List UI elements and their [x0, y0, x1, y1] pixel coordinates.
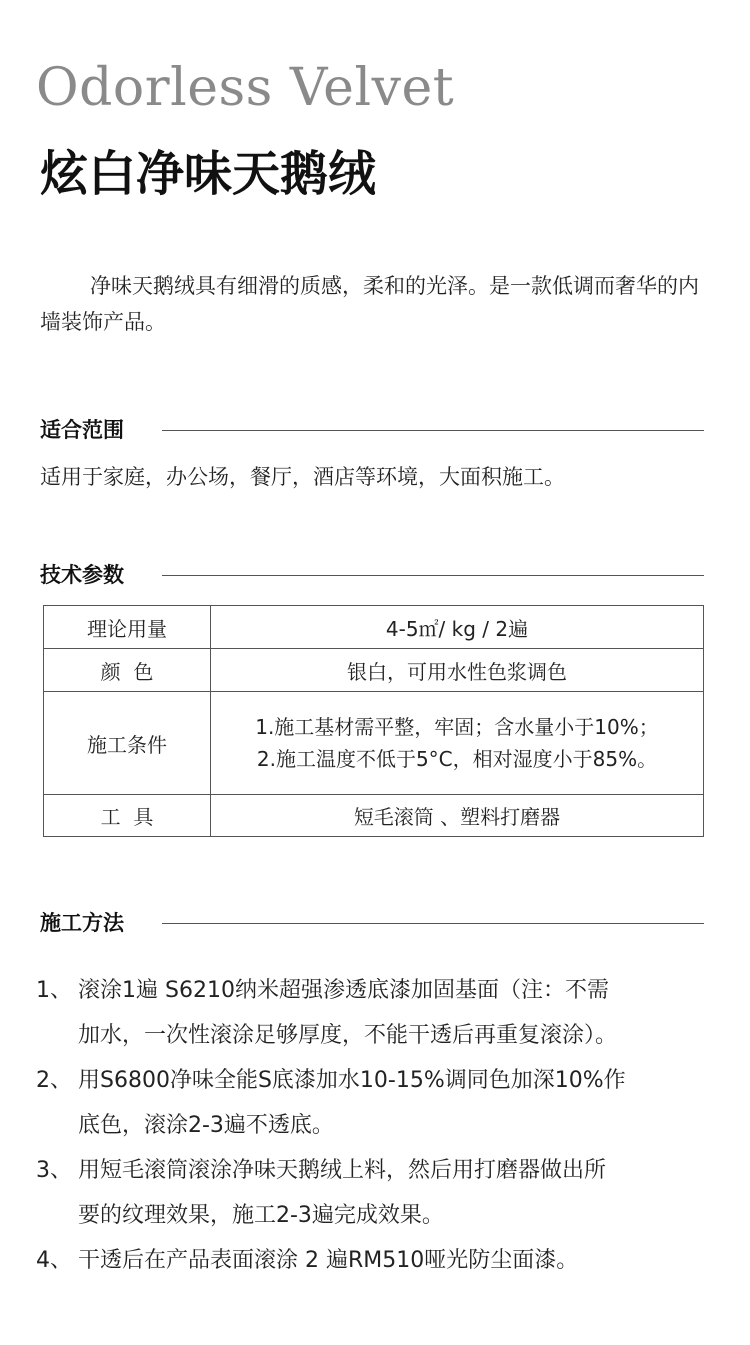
- list-item: [36, 1148, 736, 1238]
- step-text: 滚涂1遍 S6210纳米超强渗透底漆加固基面（注：不需: [78, 978, 609, 1003]
- specs-divider: [162, 575, 704, 576]
- spec-table: [43, 605, 704, 837]
- specs-section-header: [40, 560, 704, 590]
- scope-text: 适用于家庭，办公场，餐厅，酒店等环境，大面积施工。: [40, 465, 565, 489]
- condition-line: 2.施工温度不低于5°C，相对湿度小于85%。: [256, 747, 658, 771]
- spec-label: 颜 色: [44, 649, 211, 692]
- step-number: 4、: [36, 1248, 72, 1273]
- step-number: 3、: [36, 1158, 72, 1183]
- scope-divider: [162, 430, 704, 431]
- spec-label: 施工条件: [44, 692, 211, 795]
- scope-section-header: [40, 415, 704, 445]
- step-number: 2、: [36, 1068, 72, 1093]
- step-text: 干透后在产品表面滚涂 2 遍RM510哑光防尘面漆。: [78, 1248, 579, 1273]
- specs-heading: 技术参数: [40, 563, 124, 587]
- english-title: Odorless Velvet: [36, 58, 455, 118]
- method-heading: 施工方法: [40, 911, 124, 935]
- spec-label: 理论用量: [44, 606, 211, 649]
- table-row: [44, 692, 704, 795]
- list-item: [36, 1058, 736, 1148]
- method-section-header: [40, 908, 704, 938]
- condition-line: 1.施工基材需平整，牢固；含水量小于10%；: [255, 715, 659, 739]
- table-row: [44, 606, 704, 649]
- step-text: 底色，滚涂2-3遍不透底。: [78, 1113, 334, 1138]
- list-item: [36, 968, 736, 1058]
- method-divider: [162, 923, 704, 924]
- step-number: 1、: [36, 978, 72, 1003]
- spec-value: 4-5㎡/ kg / 2遍: [211, 606, 704, 649]
- chinese-title: 炫白净味天鹅绒: [40, 146, 377, 202]
- spec-value: 银白，可用水性色浆调色: [211, 649, 704, 692]
- table-row: [44, 649, 704, 692]
- step-text: 用S6800净味全能S底漆加水10-15%调同色加深10%作: [78, 1068, 626, 1093]
- spec-value: 短毛滚筒 、塑料打磨器: [211, 795, 704, 837]
- spec-value: [211, 692, 704, 795]
- list-item: [36, 1238, 736, 1283]
- table-row: [44, 795, 704, 837]
- intro-paragraph: 净味天鹅绒具有细滑的质感，柔和的光泽。是一款低调而奢华的内墙装饰产品。: [40, 274, 699, 334]
- scope-heading: 适合范围: [40, 418, 124, 442]
- step-text: 加水，一次性滚涂足够厚度，不能干透后再重复滚涂）。: [78, 1023, 618, 1048]
- step-text: 用短毛滚筒滚涂净味天鹅绒上料，然后用打磨器做出所: [78, 1158, 607, 1183]
- method-steps: [36, 968, 736, 1283]
- spec-label: 工 具: [44, 795, 211, 837]
- step-text: 要的纹理效果，施工2-3遍完成效果。: [78, 1203, 444, 1228]
